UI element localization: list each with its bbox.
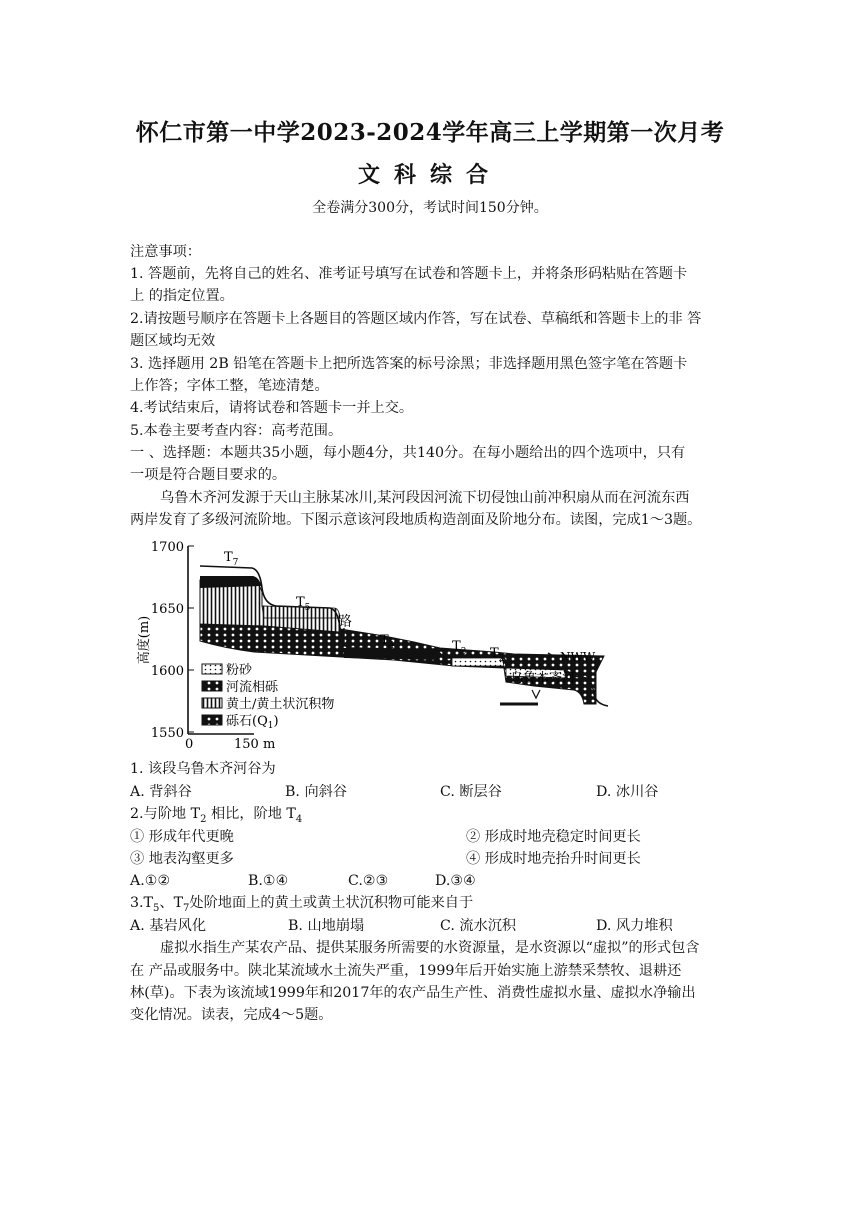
note-line: 上 的指定位置。	[130, 288, 234, 304]
exam-meta: 全卷满分300分，考试时间150分钟。	[312, 200, 548, 216]
legend-swatch-loess	[202, 698, 222, 708]
silt-cap	[200, 576, 262, 588]
note-line: 1. 答题前，先将自己的姓名、准考证号填写在试卷和答题卡上，并将条形码粘贴在答题卡	[130, 266, 688, 282]
road-label: 路	[338, 614, 352, 630]
option: A. 基岩风化	[130, 918, 207, 934]
statement: ② 形成时地壳稳定时间更长	[466, 829, 641, 845]
y-tick-label: 1650	[150, 602, 184, 617]
passage-line: 林(草)。下表为该流域1999年和2017年的农产品生产性、消费性虚拟水量、虚拟水净输出	[130, 985, 696, 1001]
terrace-label-t4: $T_4$	[380, 633, 395, 651]
legend-label: 黄土/黄土状沉积物	[226, 697, 335, 712]
terrace-label-t5: $T_5$	[296, 595, 311, 613]
note-line: 上作答；字体工整，笔迹清楚。	[130, 378, 329, 394]
note-line: 5.本卷主要考查内容：高考范围。	[130, 423, 343, 439]
terrace-profile-figure	[134, 536, 634, 751]
terrace-label-t3: $T_3$	[452, 639, 467, 657]
river-marker-icon	[532, 690, 540, 698]
passage-line: 虚拟水指生产某农产品、提供某服务所需要的水资源量，是水资源以“虚拟”的形式包含	[160, 940, 700, 956]
passage-line: 两岸发育了多级河流阶地。下图示意该河段地质构造剖面及阶地分布。读图，完成1～3题。	[130, 512, 702, 528]
option: C. 断层谷	[440, 784, 502, 800]
option: C. 流水沉积	[440, 918, 517, 934]
note-line: 4.考试结束后，请将试卷和答题卡一并上交。	[130, 400, 414, 416]
terrace-label-t2: $T_2$	[490, 646, 505, 664]
passage-line: 在 产品或服务中。陕北某流域水土流失严重，1999年后开始实施上游禁采禁牧、退耕还	[130, 963, 682, 979]
note-line: 3. 选择题用 2B 铅笔在答题卡上把所选答案的标号涂黑；非选择题用黑色签字笔在答题卡	[130, 356, 688, 372]
option: D. 冰川谷	[596, 784, 659, 800]
note-line: 题区域均无效	[130, 333, 216, 349]
legend-swatch-silt	[202, 664, 222, 674]
legend-label: 砾石$(Q_1)$	[226, 714, 279, 731]
direction-label: NWW	[560, 650, 596, 664]
option: D. 风力堆积	[596, 918, 673, 934]
note-line: 2.请按题号顺序在答题卡上各题目的答题区域内作答，写在试卷、草稿纸和答题卡上的非 答	[130, 311, 702, 327]
legend-label: 河流相砾	[226, 680, 279, 695]
y-tick-label: 1700	[150, 540, 184, 555]
y-axis-label: 高度(m)	[137, 615, 152, 665]
x-origin-label: 0	[185, 737, 194, 751]
notes-heading: 注意事项：	[130, 244, 201, 260]
option: A.①②	[130, 873, 171, 889]
option: B. 山地崩塌	[288, 918, 365, 934]
statement: ③ 地表沟壑更多	[130, 851, 234, 867]
y-tick-label: 1550	[150, 726, 184, 741]
option: C.②③	[348, 873, 389, 889]
question-stem: $3.T_5$、$T_7$处阶地面上的黄土或黄土状沉积物可能来自于	[130, 895, 474, 914]
passage-line: 乌鲁木齐河发源于天山主脉某冰川,某河段因河流下切侵蚀山前冲积扇从而在河流东西	[160, 490, 690, 506]
option: A. 背斜谷	[130, 784, 192, 800]
scale-bar-label: 150 m	[234, 737, 276, 751]
legend-swatch-gravel	[202, 715, 222, 725]
terrace-label-t7: $T_7$	[224, 550, 239, 568]
statement: ④ 形成时地壳抬升时间更长	[466, 851, 641, 867]
subject-title: 文科综合	[357, 162, 502, 188]
statement: ① 形成年代更晚	[130, 829, 234, 845]
option: B. 向斜谷	[285, 784, 348, 800]
legend-label: 粉砂	[226, 663, 253, 678]
section-instruction: 一 、选择题：本题共35小题，每小题4分，共140分。在每小题给出的四个选项中，只有	[130, 445, 686, 461]
passage-line: 变化情况。读表，完成4～5题。	[130, 1007, 333, 1023]
option: D.③④	[435, 873, 476, 889]
section-instruction: 一项是符合题目要求的。	[130, 467, 287, 483]
option: B.①④	[248, 873, 289, 889]
y-tick-label: 1600	[150, 664, 184, 679]
question-stem: 2.与阶地 $T_2$ 相比，阶地 $T_4$	[130, 806, 303, 825]
question-stem: 1. 该段乌鲁木齐河谷为	[130, 761, 276, 777]
exam-title: 怀仁市第一中学2023-2024学年高三上学期第一次月考	[135, 119, 725, 146]
river-label: 乌鲁木齐河	[510, 671, 576, 686]
legend-swatch-river-gravel	[202, 681, 222, 691]
